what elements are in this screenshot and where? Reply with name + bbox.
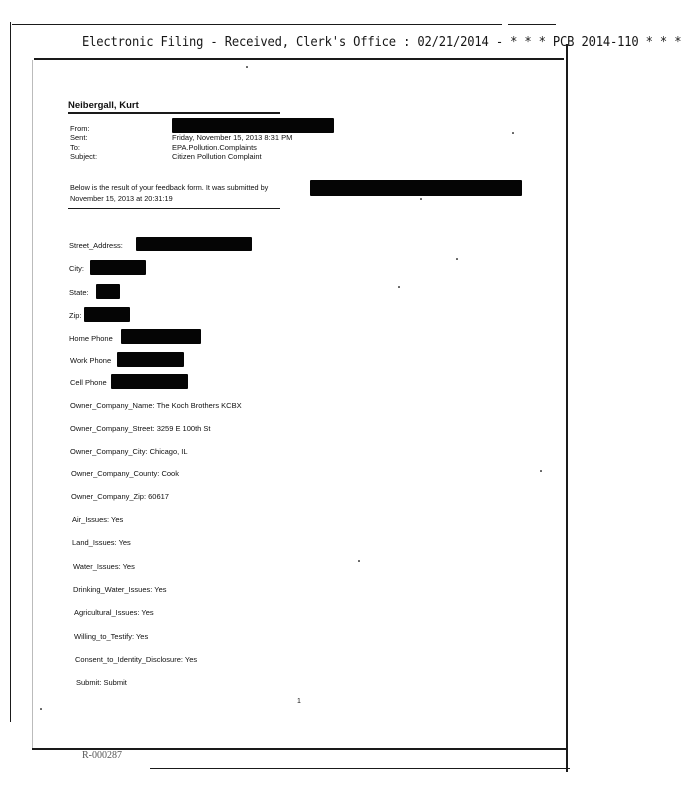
owner-company-zip-field: Owner_Company_Zip: 60617 [71,492,169,501]
work-phone-field: Work Phone [70,356,112,365]
document-id: R-000287 [82,750,122,761]
intro-rule [68,208,280,209]
bottom-frame-line-2 [150,768,570,769]
city-redaction [90,260,146,275]
left-margin-line [10,22,11,722]
willing-to-testify-field: Willing_to_Testify: Yes [74,632,149,641]
home-phone-redaction [121,329,201,344]
top-frame-line [12,24,502,25]
filing-stamp: Electronic Filing - Received, Clerk's Office : 02/21/2014 - * * * PCB 2014-110 * * * [82,34,681,50]
top-right-frame-line [508,24,556,25]
owner-company-street-field: Owner_Company_Street: 3259 E 100th St [70,424,211,433]
to-value: EPA.Pollution.Complaints [172,143,257,152]
subject-label: Subject: [70,152,98,161]
land-issues-field: Land_Issues: Yes [72,538,131,547]
submit-field: Submit: Submit [76,678,127,687]
air-issues-field: Air_Issues: Yes [72,515,124,524]
cell-phone-field: Cell Phone [70,378,107,387]
zip-redaction [84,307,130,322]
city-field: City: [69,264,84,273]
sent-value: Friday, November 15, 2013 8:31 PM [172,133,293,142]
intro-line-1: Below is the result of your feedback form. It was submitted by [70,183,269,192]
sender-name: Neibergall, Kurt [68,100,139,111]
page-number: 1 [297,698,301,705]
scan-speck [358,560,360,562]
from-redaction [172,118,334,133]
owner-company-name-field: Owner_Company_Name: The Koch Brothers KCBX [70,401,242,410]
inner-left-line [32,60,33,748]
drinking-water-issues-field: Drinking_Water_Issues: Yes [73,585,167,594]
subject-value: Citizen Pollution Complaint [172,152,262,161]
cell-phone-redaction [111,374,188,389]
right-frame-line [566,44,568,772]
header-rule [34,58,564,60]
scan-speck [40,708,42,710]
scan-speck [420,198,422,200]
home-phone-field: Home Phone [69,334,113,343]
owner-company-city-field: Owner_Company_City: Chicago, IL [70,447,188,456]
agricultural-issues-field: Agricultural_Issues: Yes [74,608,154,617]
consent-to-identity-disclosure-field: Consent_to_Identity_Disclosure: Yes [75,655,198,664]
zip-field: Zip: [69,311,82,320]
street-address-field: Street_Address: [69,241,123,250]
state-redaction [96,284,120,299]
scan-speck [246,66,248,68]
scan-speck [398,286,400,288]
water-issues-field: Water_Issues: Yes [73,562,135,571]
work-phone-redaction [117,352,184,367]
state-field: State: [69,288,89,297]
scan-speck [540,470,542,472]
intro-line-2: November 15, 2013 at 20:31:19 [70,193,173,203]
scan-speck [456,258,458,260]
submitter-redaction [310,180,522,196]
scan-speck [512,132,514,134]
sender-rule [68,112,280,114]
owner-company-county-field: Owner_Company_County: Cook [71,469,179,478]
sent-label: Sent: [70,133,88,142]
from-label: From: [70,124,90,133]
intro-text [70,183,268,204]
street-address-redaction [136,237,252,251]
to-label: To: [70,143,81,152]
